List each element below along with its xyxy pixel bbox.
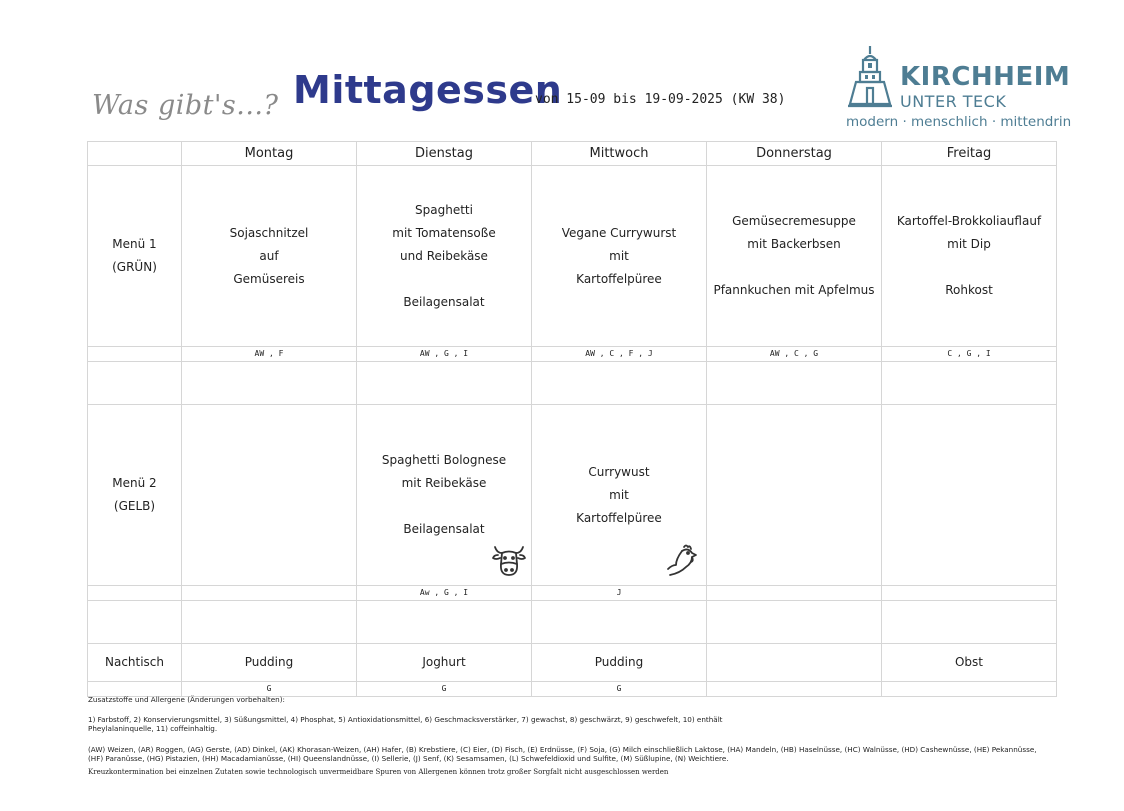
menu2-row xyxy=(88,405,1057,586)
allergen-cell xyxy=(88,347,182,362)
footer-additives: 1) Farbstoff, 2) Konservierungsmittel, 3) Süßungsmittel, 4) Phosphat, 5) Antioxidationsmittel, 6) Geschmacksverstärker, 7) gewachst, 8) geschwärzt, 9) geschwefelt, 10) enthält Pheylalaninquelle, 11) coffeinhaltig. xyxy=(88,715,723,733)
cow-icon xyxy=(491,543,527,577)
allergen-codes: AW , G , I xyxy=(357,347,532,362)
empty-cell xyxy=(707,362,882,405)
empty-cell xyxy=(357,362,532,405)
menu1-allergen-row xyxy=(88,347,1057,362)
spacer-row xyxy=(88,362,1057,405)
empty-cell xyxy=(357,601,532,644)
tower-icon xyxy=(846,44,894,110)
footer-disclaimer: Kreuzkontermination bei einzelnen Zutaten sowie technologisch unvermeidbare Spuren von Allergenen können trotz großer Sorgfalt nicht ausgeschlossen werden xyxy=(88,768,669,776)
day-header: Freitag xyxy=(882,142,1057,166)
allergen-codes: AW , C , F , J xyxy=(532,347,707,362)
menu2-label: Menü 2 (GELB) xyxy=(88,405,182,586)
empty-cell xyxy=(182,601,357,644)
page-title: Mittagessen xyxy=(293,68,563,112)
menu1-dish: Vegane Currywurst mit Kartoffelpüree xyxy=(532,166,707,347)
menu2-dish-cell xyxy=(357,405,532,586)
menu1-dish: Spaghetti mit Tomatensoße und Reibekäse Beilagensalat xyxy=(357,166,532,347)
spacer-row xyxy=(88,601,1057,644)
allergen-codes: Aw , G , I xyxy=(357,586,532,601)
day-header: Mittwoch xyxy=(532,142,707,166)
empty-cell xyxy=(88,601,182,644)
day-header: Donnerstag xyxy=(707,142,882,166)
menu1-dish: Sojaschnitzel auf Gemüsereis xyxy=(182,166,357,347)
allergen-codes: G xyxy=(182,682,357,697)
dessert-item: Obst xyxy=(882,644,1057,682)
menu1-label: Menü 1 (GRÜN) xyxy=(88,166,182,347)
allergen-codes: AW , F xyxy=(182,347,357,362)
day-header: Montag xyxy=(182,142,357,166)
dessert-row xyxy=(88,644,1057,682)
menu-table xyxy=(87,141,1057,697)
dessert-item: Joghurt xyxy=(357,644,532,682)
dessert-item xyxy=(707,644,882,682)
empty-cell xyxy=(182,362,357,405)
menu2-dish: Currywust mit Kartoffelpüree xyxy=(576,464,662,525)
chicken-icon xyxy=(662,543,698,577)
day-header: Dienstag xyxy=(357,142,532,166)
footer-heading: Zusatzstoffe und Allergene (Änderungen vorbehalten): xyxy=(88,695,285,704)
subtitle: Was gibt's...? xyxy=(92,90,279,121)
empty-cell xyxy=(532,362,707,405)
menu2-dish: Spaghetti Bolognese mit Reibekäse Beilagensalat xyxy=(381,453,507,536)
dessert-item: Pudding xyxy=(532,644,707,682)
dessert-item: Pudding xyxy=(182,644,357,682)
allergen-codes: G xyxy=(357,682,532,697)
footer-allergens: (AW) Weizen, (AR) Roggen, (AG) Gerste, (AD) Dinkel, (AK) Khorasan-Weizen, (AH) Hafer, (B) Krebstiere, (C) Eier, (D) Fisch, (E) Erdnüsse, (F) Soja, (G) Milch einschließlich Laktose, (HA) Mandeln, (HB) Haselnüsse, (HC) Walnüsse, (HD) Cashewnüsse, (HE) Pekannüsse, (HF) Paranüsse, (HG) Pistazien, (HH) Macadamianüsse, (HI) Queenslandnüsse, (I) Sellerie, (J) Senf, (K) Sesamsamen, (L) Schwefeldioxid und Sulfite, (M) Süßlupine, (N) Weichtiere. xyxy=(88,745,1037,763)
city-logo xyxy=(846,44,1072,134)
allergen-codes: G xyxy=(532,682,707,697)
empty-cell xyxy=(707,601,882,644)
menu2-allergen-row xyxy=(88,586,1057,601)
allergen-codes: AW , C , G xyxy=(707,347,882,362)
menu2-dish xyxy=(182,405,357,586)
menu2-dish xyxy=(707,405,882,586)
day-header-row xyxy=(88,142,1057,166)
empty-cell xyxy=(882,362,1057,405)
menu1-dish: Kartoffel-Brokkoliauflauf mit Dip Rohkost xyxy=(882,166,1057,347)
dessert-label: Nachtisch xyxy=(88,644,182,682)
allergen-codes xyxy=(182,586,357,601)
logo-subname: UNTER TECK xyxy=(900,92,1007,111)
allergen-codes: C , G , I xyxy=(882,347,1057,362)
menu2-dish-cell xyxy=(532,405,707,586)
allergen-codes: J xyxy=(532,586,707,601)
menu1-dish: Gemüsecremesuppe mit Backerbsen Pfannkuchen mit Apfelmus xyxy=(707,166,882,347)
empty-cell xyxy=(532,601,707,644)
allergen-codes xyxy=(882,586,1057,601)
empty-cell xyxy=(88,362,182,405)
logo-name: KIRCHHEIM xyxy=(900,62,1071,92)
logo-tagline: modern · menschlich · mittendrin xyxy=(846,114,1072,130)
menu2-dish xyxy=(882,405,1057,586)
menu1-row xyxy=(88,166,1057,347)
allergen-codes xyxy=(707,586,882,601)
allergen-cell xyxy=(88,586,182,601)
header-corner xyxy=(88,142,182,166)
empty-cell xyxy=(882,601,1057,644)
week-range: von 15-09 bis 19-09-2025 (KW 38) xyxy=(535,92,786,107)
